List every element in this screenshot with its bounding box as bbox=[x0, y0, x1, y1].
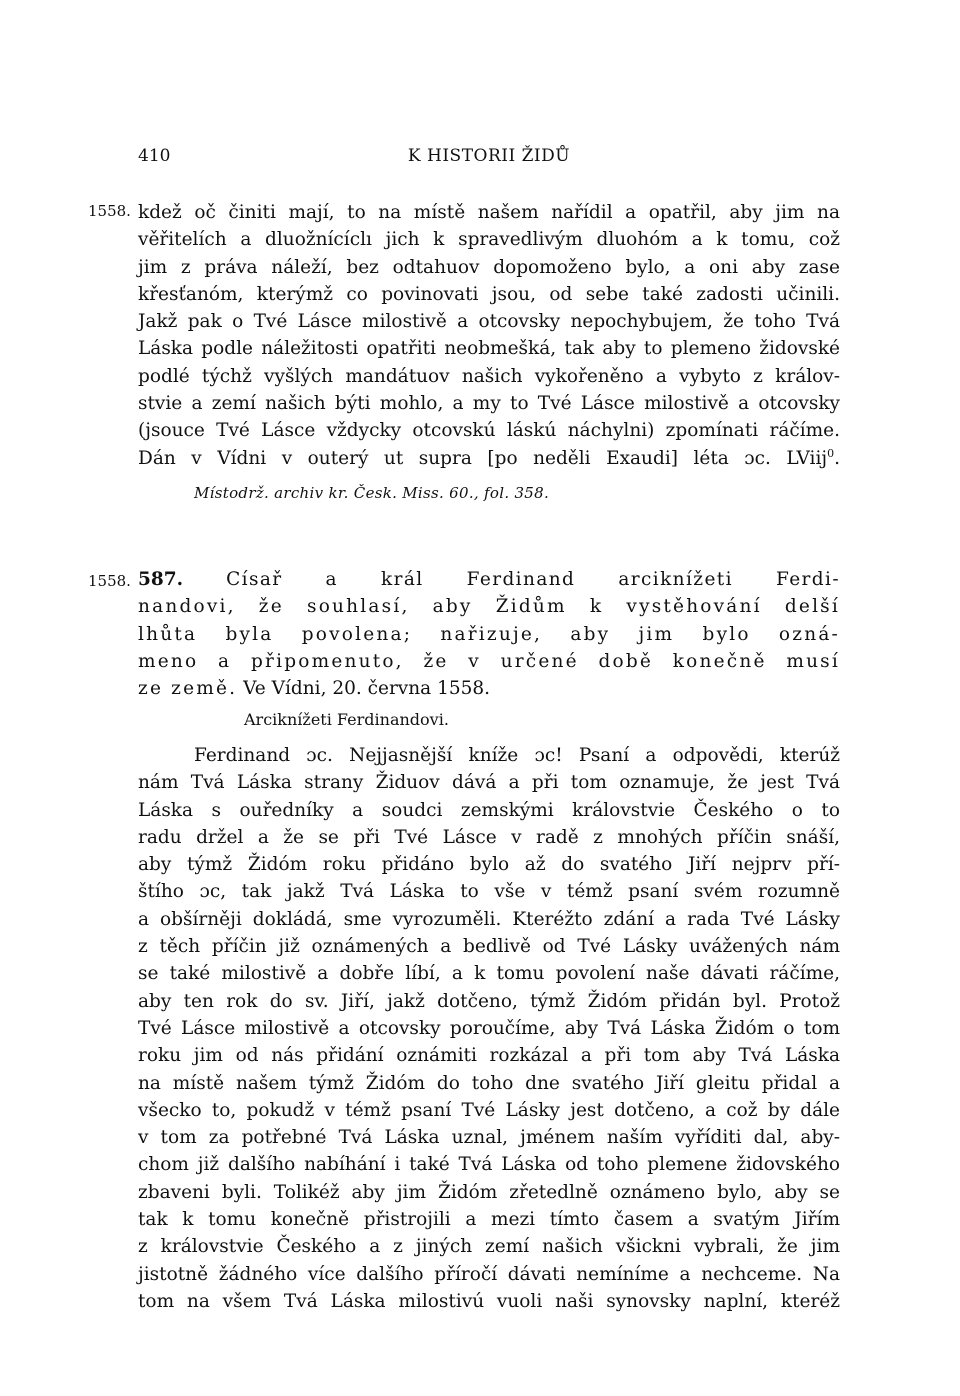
text-line: aby týmž Židóm roku přidáno bylo až do svatého Jiří nejprv pří- bbox=[138, 854, 840, 876]
text-line: z těch příčin již oznámených a bedlivě od Tvé Lásky uvážených nám bbox=[138, 936, 840, 958]
text-line: chom již dalšího nabíhání i také Tvá Láska od toho plemene židovského bbox=[138, 1154, 840, 1176]
text-line: v tom za potřebné Tvá Láska uznal, jménem naším vyříditi dal, aby- bbox=[138, 1127, 840, 1149]
text-line: nám Tvá Láska strany Židuov dává a při tom oznamuje, že jest Tvá bbox=[138, 772, 840, 794]
summary-line: lhůta byla povolena; nařizuje, aby jim bylo ozná- bbox=[138, 623, 840, 645]
text-line: (jsouce Tvé Lásce vždycky otcovskú láskú náchylni) zpomínati ráčíme. bbox=[138, 420, 840, 442]
text-line: Láska podle náležitosti opatřiti neobmešká, tak aby to plemeno židovské bbox=[138, 338, 840, 360]
page-number: 410 bbox=[138, 146, 171, 166]
summary-line bbox=[138, 566, 840, 593]
margin-year: 1558. bbox=[88, 202, 131, 220]
text-line: a obšírněji dokládá, sme vyrozuměli. Kteréžto zdání a rada Tvé Lásky bbox=[138, 908, 840, 930]
running-head bbox=[138, 146, 840, 170]
text-line: kdež oč činiti mají, to na místě našem nařídil a opatřil, aby jim na bbox=[138, 202, 840, 223]
summary-place-date: Ve Vídni, 20. června 1558. bbox=[243, 678, 491, 700]
running-title: K HISTORII ŽIDŮ bbox=[407, 146, 571, 166]
text-line: štího ɔc, tak jakž Tvá Láska to vše v témž psaní svém rozumně bbox=[138, 881, 840, 903]
text-line: se také milostivě a dobře líbí, a k tomu povolení naše dávati ráčíme, bbox=[138, 963, 840, 985]
summary-line bbox=[138, 675, 840, 702]
date-end: . bbox=[834, 447, 840, 469]
document-number: 587. bbox=[138, 569, 184, 590]
text-line: stvie a zemí našich býti mohlo, a my to Tvé Lásce milostivě a otcovsky bbox=[138, 393, 840, 415]
salutation: Arciknížeti Ferdinandovi. bbox=[244, 710, 449, 729]
letter-body bbox=[138, 742, 840, 1315]
text-line: Tvé Lásce milostivě a otcovsky poroučíme, aby Tvá Láska Židóm o tom bbox=[138, 1017, 840, 1039]
text-line: aby ten rok do sv. Jiří, jakž dotčeno, týmž Židóm přidán byl. Protož bbox=[138, 990, 840, 1012]
summary-text: Císař a král Ferdinand arciknížeti Ferdi- bbox=[226, 569, 841, 590]
date-text: Dán v Vídni v outerý ut supra [po neděli Exaudi] léta ɔc. LViij bbox=[138, 447, 828, 469]
document-summary bbox=[138, 566, 840, 702]
text-line: roku jim od nás přidání oznámiti rozkázal a při tom aby Tvá Láska bbox=[138, 1045, 840, 1067]
text-line: zbaveni byli. Tolikéž aby jim Židóm zřetedlně oznámeno bylo, aby se bbox=[138, 1181, 840, 1203]
summary-text: ze země. bbox=[138, 678, 238, 700]
text-line: tom na všem Tvá Láska milostivú vuoli naši synovsky naplní, kteréž bbox=[138, 1290, 840, 1312]
margin-year: 1558. bbox=[88, 572, 131, 590]
text-line: z královstvie Českého a z jiných zemí našich všickni vybrali, že jim bbox=[138, 1236, 840, 1258]
summary-line: nandovi, že souhlasí, aby Židům k vystěhování delší bbox=[138, 596, 840, 618]
text-line: křesťanóm, kterýmž co povinovati jsou, od sebe také zadosti učinili. bbox=[138, 283, 840, 305]
summary-line: meno a připomenuto, že v určené době konečně musí bbox=[138, 650, 840, 672]
text-line: jim z práva náleží, bez odtahuov dopomoženo bylo, a oni aby zase bbox=[138, 256, 840, 278]
text-line: jistotně žádného více dalšího příročí dávati nemíníme a nechceme. Na bbox=[138, 1263, 840, 1285]
archival-source: Místodrž. archiv kr. Česk. Miss. 60., fol. 358. bbox=[194, 484, 550, 502]
letter-continuation bbox=[138, 199, 840, 472]
text-line: Jakž pak o Tvé Lásce milostivě a otcovsky nepochybujem, že toho Tvá bbox=[138, 311, 840, 333]
text-line: Ferdinand ɔc. Nejjasnější kníže ɔc! Psaní a odpovědi, kterúž bbox=[194, 745, 840, 766]
text-line: věřitelích a dluožnícíclı jich k spravedlivým dluohóm a k tomu, což bbox=[138, 229, 840, 251]
text-line: Láska s ouředníky a soudci zemskými královstvie Českého o to bbox=[138, 799, 840, 821]
text-line: radu držel a že se při Tvé Lásce v radě z mnohých příčin snáší, bbox=[138, 826, 840, 848]
date-line bbox=[138, 445, 840, 472]
text-line: tak k tomu konečně přistrojili a mezi tímto časem a svatým Jiřím bbox=[138, 1209, 840, 1231]
text-line: na místě našem týmž Židóm do toho dne svatého Jiří gleitu přidal a bbox=[138, 1072, 840, 1094]
text-line: podlé týchž vyšlých mandátuov našich vykořeněno a vybyto z králov- bbox=[138, 365, 840, 387]
date-superscript: 0 bbox=[827, 446, 835, 460]
text-line: všecko to, pokudž v témž psaní Tvé Lásky jest dotčeno, a což by dále bbox=[138, 1099, 840, 1121]
